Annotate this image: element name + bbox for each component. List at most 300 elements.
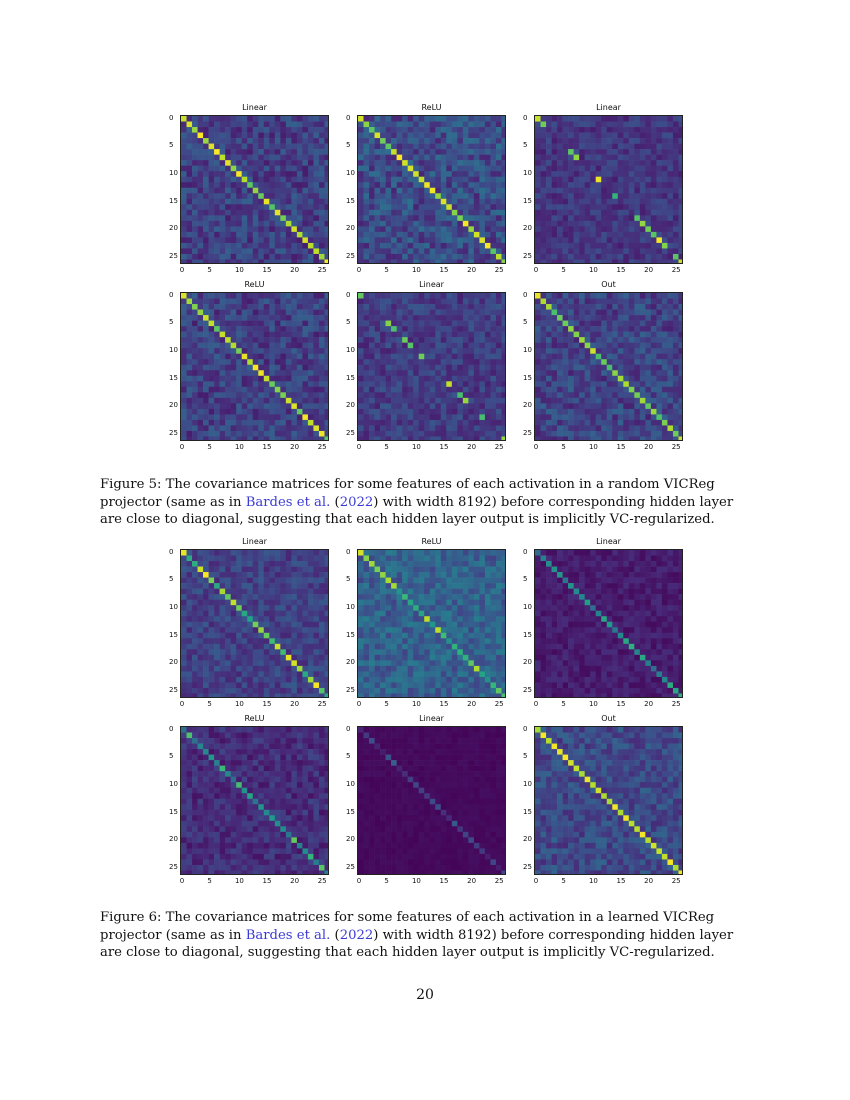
heatmap-cell xyxy=(192,414,198,420)
heatmap-cell xyxy=(596,343,602,349)
heatmap-cell xyxy=(181,649,187,655)
heatmap-cell xyxy=(640,199,646,205)
heatmap-cell xyxy=(678,348,683,354)
heatmap-cell xyxy=(667,188,673,194)
heatmap-cell xyxy=(463,365,469,371)
heatmap-cell xyxy=(302,144,308,150)
heatmap-cell xyxy=(242,166,248,172)
heatmap-cell xyxy=(386,332,392,338)
heatmap-cell xyxy=(535,420,541,426)
heatmap-cell xyxy=(375,144,381,150)
heatmap-cell xyxy=(557,321,563,327)
heatmap-cell xyxy=(408,310,414,316)
heatmap-cell xyxy=(446,398,452,404)
heatmap-cell xyxy=(242,550,248,556)
heatmap-cell xyxy=(640,403,646,409)
heatmap-cell xyxy=(203,226,209,232)
heatmap-cell xyxy=(286,370,292,376)
heatmap-cell xyxy=(579,420,585,426)
heatmap-cell xyxy=(629,332,635,338)
heatmap-cell xyxy=(225,259,231,264)
heatmap-cell xyxy=(231,332,237,338)
heatmap-cell xyxy=(673,376,679,382)
heatmap-cell xyxy=(386,188,392,194)
heatmap-cell xyxy=(358,425,364,431)
heatmap-cell xyxy=(662,177,668,183)
heatmap-cell xyxy=(358,337,364,343)
heatmap-cell xyxy=(435,436,441,441)
heatmap-cell xyxy=(280,605,286,611)
heatmap-cell xyxy=(446,310,452,316)
heatmap-cell xyxy=(375,149,381,155)
heatmap-cell xyxy=(308,248,314,254)
heatmap-cell xyxy=(640,348,646,354)
heatmap-cell xyxy=(181,193,187,199)
heatmap-cell xyxy=(286,572,292,578)
heatmap-cell xyxy=(231,414,237,420)
heatmap-cell xyxy=(203,359,209,365)
heatmap-cell xyxy=(424,398,430,404)
heatmap-cell xyxy=(209,633,215,639)
heatmap-cell xyxy=(402,398,408,404)
heatmap-cell xyxy=(634,431,640,437)
heatmap-cell xyxy=(563,226,569,232)
heatmap-cell xyxy=(673,304,679,310)
heatmap-cell xyxy=(220,144,226,150)
heatmap-cell xyxy=(579,403,585,409)
heatmap-cell xyxy=(225,376,231,382)
heatmap-cell xyxy=(574,171,580,177)
heatmap-cell xyxy=(618,155,624,161)
heatmap-cell xyxy=(590,403,596,409)
heatmap-cell xyxy=(413,398,419,404)
heatmap-cell xyxy=(319,138,325,144)
heatmap-cell xyxy=(441,299,447,305)
heatmap-cell xyxy=(419,166,425,172)
heatmap-cell xyxy=(280,177,286,183)
heatmap-cell xyxy=(485,381,491,387)
heatmap-cell xyxy=(452,348,458,354)
heatmap-cell xyxy=(634,436,640,441)
heatmap-cell xyxy=(242,293,248,299)
heatmap-cell xyxy=(308,321,314,327)
heatmap-cell xyxy=(203,171,209,177)
heatmap-cell xyxy=(280,420,286,426)
heatmap-cell xyxy=(607,133,613,139)
heatmap-cell xyxy=(275,254,281,260)
heatmap-cell xyxy=(369,116,375,122)
heatmap-cell xyxy=(419,226,425,232)
heatmap-cell xyxy=(579,326,585,332)
heatmap-cell xyxy=(590,326,596,332)
heatmap-cell xyxy=(585,259,591,264)
heatmap-cell xyxy=(297,376,303,382)
heatmap-cell xyxy=(264,403,270,409)
heatmap-cell xyxy=(258,572,264,578)
heatmap-cell xyxy=(280,655,286,661)
heatmap-cell xyxy=(369,221,375,227)
heatmap-cell xyxy=(541,299,547,305)
covariance-heatmap xyxy=(534,292,683,441)
heatmap-cell xyxy=(242,381,248,387)
heatmap-cell xyxy=(662,343,668,349)
heatmap-cell xyxy=(397,144,403,150)
heatmap-cell xyxy=(369,403,375,409)
heatmap-cell xyxy=(386,420,392,426)
heatmap-cell xyxy=(408,133,414,139)
heatmap-cell xyxy=(552,127,558,133)
heatmap-cell xyxy=(678,193,683,199)
heatmap-cell xyxy=(535,226,541,232)
heatmap-cell xyxy=(563,293,569,299)
heatmap-cell xyxy=(590,310,596,316)
heatmap-cell xyxy=(364,193,370,199)
heatmap-cell xyxy=(441,398,447,404)
heatmap-cell xyxy=(612,248,618,254)
heatmap-cell xyxy=(678,310,683,316)
heatmap-cell xyxy=(386,431,392,437)
heatmap-cell xyxy=(380,420,386,426)
heatmap-cell xyxy=(419,403,425,409)
heatmap-cell xyxy=(386,226,392,232)
heatmap-cell xyxy=(258,155,264,161)
heatmap-cell xyxy=(457,171,463,177)
heatmap-cell xyxy=(629,409,635,415)
heatmap-cell xyxy=(662,248,668,254)
heatmap-cell xyxy=(601,248,607,254)
heatmap-cell xyxy=(501,199,506,205)
heatmap-cell xyxy=(552,133,558,139)
heatmap-cell xyxy=(242,583,248,589)
heatmap-cell xyxy=(419,425,425,431)
heatmap-cell xyxy=(286,221,292,227)
heatmap-cell xyxy=(645,304,651,310)
heatmap-cell xyxy=(501,215,506,221)
heatmap-cell xyxy=(496,343,502,349)
heatmap-cell xyxy=(225,149,231,155)
heatmap-cell xyxy=(192,583,198,589)
heatmap-cell xyxy=(375,188,381,194)
heatmap-cell xyxy=(457,425,463,431)
heatmap-cell xyxy=(629,177,635,183)
heatmap-cell xyxy=(673,133,679,139)
heatmap-cell xyxy=(397,138,403,144)
heatmap-cell xyxy=(452,376,458,382)
covariance-heatmap xyxy=(357,115,506,264)
heatmap-cell xyxy=(302,561,308,567)
heatmap-cell xyxy=(264,299,270,305)
heatmap-cell xyxy=(651,425,657,431)
heatmap-cell xyxy=(607,304,613,310)
heatmap-cell xyxy=(386,182,392,188)
heatmap-cell xyxy=(308,304,314,310)
heatmap-cell xyxy=(209,376,215,382)
heatmap-cell xyxy=(209,583,215,589)
heatmap-cell xyxy=(297,409,303,415)
heatmap-cell xyxy=(656,116,662,122)
heatmap-cell xyxy=(297,182,303,188)
heatmap-cell xyxy=(541,155,547,161)
heatmap-cell xyxy=(214,243,220,249)
heatmap-cell xyxy=(380,392,386,398)
heatmap-cell xyxy=(269,583,275,589)
heatmap-cell xyxy=(568,414,574,420)
heatmap-cell xyxy=(601,293,607,299)
heatmap-cell xyxy=(419,392,425,398)
heatmap-cell xyxy=(485,199,491,205)
heatmap-cell xyxy=(187,655,193,661)
heatmap-cell xyxy=(380,425,386,431)
heatmap-cell xyxy=(667,326,673,332)
heatmap-cell xyxy=(623,315,629,321)
heatmap-cell xyxy=(369,425,375,431)
heatmap-cell xyxy=(541,354,547,360)
heatmap-cell xyxy=(678,398,683,404)
heatmap-cell xyxy=(574,392,580,398)
heatmap-cell xyxy=(220,354,226,360)
heatmap-cell xyxy=(302,254,308,260)
heatmap-cell xyxy=(552,232,558,238)
heatmap-cell xyxy=(291,638,297,644)
heatmap-cell xyxy=(242,616,248,622)
heatmap-cell xyxy=(302,259,308,264)
heatmap-cell xyxy=(435,210,441,216)
heatmap-cell xyxy=(413,436,419,441)
heatmap-cell xyxy=(662,310,668,316)
heatmap-cell xyxy=(181,138,187,144)
heatmap-cell xyxy=(269,594,275,600)
heatmap-cell xyxy=(557,337,563,343)
heatmap-cell xyxy=(651,321,657,327)
heatmap-cell xyxy=(651,420,657,426)
heatmap-cell xyxy=(181,370,187,376)
heatmap-cell xyxy=(308,182,314,188)
heatmap-cell xyxy=(601,436,607,441)
heatmap-cell xyxy=(286,321,292,327)
heatmap-cell xyxy=(485,376,491,382)
heatmap-cell xyxy=(369,392,375,398)
heatmap-cell xyxy=(181,431,187,437)
heatmap-cell xyxy=(640,431,646,437)
heatmap-cell xyxy=(435,188,441,194)
heatmap-cell xyxy=(468,199,474,205)
heatmap-cell xyxy=(640,122,646,128)
heatmap-cell xyxy=(468,420,474,426)
y-tick-label: 25 xyxy=(169,251,178,260)
heatmap-cell xyxy=(231,409,237,415)
heatmap-cell xyxy=(541,215,547,221)
heatmap-cell xyxy=(585,348,591,354)
heatmap-cell xyxy=(424,160,430,166)
heatmap-cell xyxy=(286,293,292,299)
heatmap-cell xyxy=(269,193,275,199)
heatmap-cell xyxy=(364,315,370,321)
heatmap-cell xyxy=(253,359,259,365)
heatmap-cell xyxy=(640,149,646,155)
heatmap-cell xyxy=(651,188,657,194)
x-tick-label: 5 xyxy=(384,266,389,274)
heatmap-cell xyxy=(291,556,297,562)
heatmap-cell xyxy=(568,138,574,144)
heatmap-cell xyxy=(225,354,231,360)
heatmap-cell xyxy=(220,177,226,183)
heatmap-cell xyxy=(419,310,425,316)
heatmap-cell xyxy=(313,199,319,205)
heatmap-cell xyxy=(590,166,596,172)
heatmap-cell xyxy=(552,199,558,205)
heatmap-cell xyxy=(618,182,624,188)
heatmap-cell xyxy=(568,177,574,183)
heatmap-cell xyxy=(198,326,204,332)
heatmap-cell xyxy=(419,436,425,441)
heatmap-cell xyxy=(446,420,452,426)
heatmap-cell xyxy=(656,221,662,227)
heatmap-cell xyxy=(187,594,193,600)
heatmap-cell xyxy=(253,315,259,321)
heatmap-cell xyxy=(568,204,574,210)
heatmap-cell xyxy=(198,259,204,264)
heatmap-cell xyxy=(280,199,286,205)
heatmap-cell xyxy=(402,254,408,260)
heatmap-cell xyxy=(324,381,329,387)
heatmap-cell xyxy=(247,193,253,199)
heatmap-cell xyxy=(419,210,425,216)
heatmap-cell xyxy=(181,567,187,573)
heatmap-cell xyxy=(275,299,281,305)
heatmap-cell xyxy=(574,304,580,310)
heatmap-cell xyxy=(485,182,491,188)
heatmap-cell xyxy=(424,326,430,332)
heatmap-cell xyxy=(607,160,613,166)
heatmap-cell xyxy=(623,116,629,122)
heatmap-cell xyxy=(579,149,585,155)
heatmap-cell xyxy=(585,431,591,437)
heatmap-cell xyxy=(198,436,204,441)
heatmap-cell xyxy=(435,160,441,166)
heatmap-cell xyxy=(413,326,419,332)
heatmap-cell xyxy=(391,403,397,409)
heatmap-cell xyxy=(231,605,237,611)
heatmap-cell xyxy=(546,193,552,199)
heatmap-cell xyxy=(662,171,668,177)
heatmap-cell xyxy=(402,420,408,426)
heatmap-cell xyxy=(253,221,259,227)
heatmap-cell xyxy=(501,133,506,139)
heatmap-cell xyxy=(468,171,474,177)
heatmap-cell xyxy=(490,188,496,194)
heatmap-cell xyxy=(247,644,253,650)
heatmap-cell xyxy=(313,611,319,617)
heatmap-cell xyxy=(585,210,591,216)
heatmap-cell xyxy=(413,337,419,343)
heatmap-cell xyxy=(214,655,220,661)
heatmap-cell xyxy=(541,293,547,299)
heatmap-cell xyxy=(662,332,668,338)
heatmap-cell xyxy=(308,370,314,376)
heatmap-cell xyxy=(623,144,629,150)
heatmap-cell xyxy=(313,321,319,327)
heatmap-cell xyxy=(590,348,596,354)
heatmap-cell xyxy=(397,376,403,382)
heatmap-cell xyxy=(192,572,198,578)
heatmap-cell xyxy=(574,199,580,205)
heatmap-cell xyxy=(651,116,657,122)
heatmap-cell xyxy=(678,420,683,426)
heatmap-cell xyxy=(308,561,314,567)
heatmap-cell xyxy=(541,160,547,166)
heatmap-cell xyxy=(242,182,248,188)
heatmap-cell xyxy=(585,315,591,321)
heatmap-cell xyxy=(275,370,281,376)
heatmap-cell xyxy=(391,409,397,415)
heatmap-cell xyxy=(214,149,220,155)
heatmap-cell xyxy=(258,259,264,264)
heatmap-cell xyxy=(629,138,635,144)
heatmap-cell xyxy=(596,138,602,144)
heatmap-cell xyxy=(490,221,496,227)
heatmap-cell xyxy=(601,348,607,354)
heatmap-cell xyxy=(375,332,381,338)
heatmap-cell xyxy=(535,381,541,387)
heatmap-cell xyxy=(457,365,463,371)
heatmap-cell xyxy=(253,116,259,122)
heatmap-cell xyxy=(302,166,308,172)
heatmap-cell xyxy=(308,655,314,661)
heatmap-cell xyxy=(369,299,375,305)
heatmap-cell xyxy=(386,248,392,254)
heatmap-cell xyxy=(667,299,673,305)
heatmap-cell xyxy=(380,182,386,188)
heatmap-cell xyxy=(662,392,668,398)
heatmap-cell xyxy=(546,299,552,305)
heatmap-cell xyxy=(457,133,463,139)
heatmap-cell xyxy=(253,133,259,139)
heatmap-cell xyxy=(258,638,264,644)
heatmap-cell xyxy=(485,343,491,349)
heatmap-cell xyxy=(302,556,308,562)
heatmap-cell xyxy=(397,182,403,188)
heatmap-cell xyxy=(612,425,618,431)
heatmap-cell xyxy=(253,403,259,409)
heatmap-cell xyxy=(209,436,215,441)
heatmap-cell xyxy=(192,425,198,431)
heatmap-cell xyxy=(457,232,463,238)
heatmap-cell xyxy=(640,232,646,238)
heatmap-cell xyxy=(662,243,668,249)
heatmap-cell xyxy=(181,354,187,360)
heatmap-cell xyxy=(607,381,613,387)
heatmap-cell xyxy=(253,638,259,644)
heatmap-cell xyxy=(313,638,319,644)
heatmap-cell xyxy=(634,188,640,194)
heatmap-cell xyxy=(607,359,613,365)
heatmap-cell xyxy=(535,138,541,144)
heatmap-cell xyxy=(424,232,430,238)
heatmap-cell xyxy=(209,359,215,365)
heatmap-cell xyxy=(568,398,574,404)
heatmap-cell xyxy=(258,387,264,393)
heatmap-cell xyxy=(358,315,364,321)
heatmap-cell xyxy=(645,237,651,243)
heatmap-cell xyxy=(280,616,286,622)
y-tick-label: 10 xyxy=(169,168,178,177)
heatmap-cell xyxy=(557,259,563,264)
heatmap-cell xyxy=(552,149,558,155)
heatmap-cell xyxy=(391,398,397,404)
heatmap-cell xyxy=(408,188,414,194)
heatmap-cell xyxy=(324,622,329,628)
heatmap-cell xyxy=(546,332,552,338)
